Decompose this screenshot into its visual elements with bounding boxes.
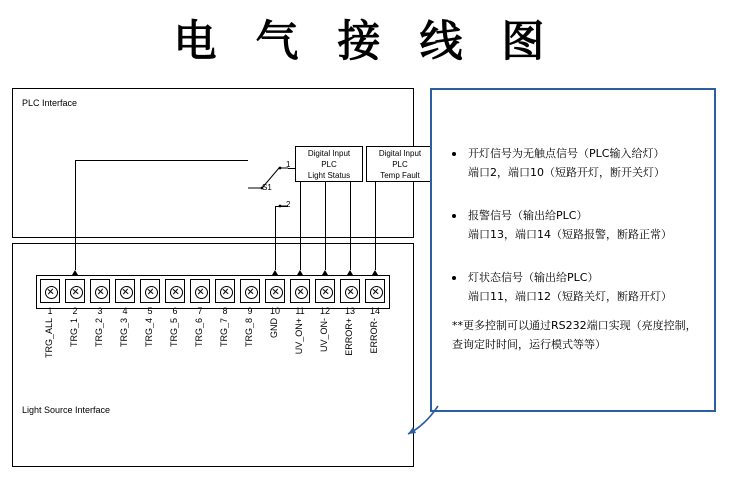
terminal-name-trg-4: TRG_4 bbox=[144, 318, 154, 348]
terminal-14 bbox=[365, 279, 385, 303]
terminal-6 bbox=[165, 279, 185, 303]
terminal-name-error-: ERROR- bbox=[369, 318, 379, 354]
digital-input-temp-fault-line1: Digital Input bbox=[378, 149, 422, 158]
wire-terminal-11-vertical bbox=[300, 182, 301, 270]
terminal-number-3: 3 bbox=[97, 306, 103, 316]
terminal-number-4: 4 bbox=[122, 306, 128, 316]
terminal-name-error-: ERROR+ bbox=[344, 318, 354, 356]
terminal-screw-icon bbox=[45, 286, 58, 299]
switch-pin-top-label: 1 bbox=[286, 160, 291, 169]
terminal-7 bbox=[190, 279, 210, 303]
terminal-name-trg-2: TRG_2 bbox=[94, 318, 104, 348]
terminal-name-trg-5: TRG_5 bbox=[169, 318, 179, 348]
terminal-name-trg-6: TRG_6 bbox=[194, 318, 204, 348]
terminal-5 bbox=[140, 279, 160, 303]
digital-input-light-status-line2: PLC bbox=[321, 160, 337, 169]
note-2-line1: 报警信号（输出给PLC） bbox=[468, 209, 588, 222]
digital-input-light-status-line1: Digital Input bbox=[307, 149, 351, 158]
footnote-line1: **更多控制可以通过RS232端口实现（亮度控制， bbox=[452, 319, 697, 332]
note-bullet-2 bbox=[452, 214, 456, 218]
terminal-name-trg-1: TRG_1 bbox=[69, 318, 79, 348]
terminal-name-trg-7: TRG_7 bbox=[219, 318, 229, 348]
terminal-screw-icon bbox=[145, 286, 158, 299]
wire-arrow-terminal-2 bbox=[72, 270, 78, 275]
terminal-8 bbox=[215, 279, 235, 303]
terminal-screw-icon bbox=[270, 286, 283, 299]
wire-terminal-13-arrow bbox=[347, 270, 353, 275]
digital-input-temp-fault-line2: PLC bbox=[392, 160, 408, 169]
terminal-2 bbox=[65, 279, 85, 303]
terminal-13 bbox=[340, 279, 360, 303]
note-1 bbox=[468, 144, 706, 182]
wire-terminal-12-vertical bbox=[325, 182, 326, 270]
wire-terminal-12-arrow bbox=[322, 270, 328, 275]
terminal-name-uv-on-: UV_ON- bbox=[319, 318, 329, 353]
footnote-line2: 查询定时时间，运行模式等等） bbox=[452, 338, 606, 351]
terminal-name-gnd: GND bbox=[269, 318, 279, 338]
terminal-name-trg-3: TRG_3 bbox=[119, 318, 129, 348]
terminal-screw-icon bbox=[220, 286, 233, 299]
terminal-number-5: 5 bbox=[147, 306, 153, 316]
terminal-3 bbox=[90, 279, 110, 303]
page-title: 电 气 接 线 图 bbox=[173, 17, 557, 67]
terminal-screw-icon bbox=[345, 286, 358, 299]
terminal-screw-icon bbox=[195, 286, 208, 299]
callout-pointer-icon bbox=[404, 404, 444, 440]
terminal-11 bbox=[290, 279, 310, 303]
switch-pin-bottom-label: 2 bbox=[286, 200, 291, 209]
wire-terminal-14-vertical bbox=[375, 182, 376, 270]
terminal-screw-icon bbox=[245, 286, 258, 299]
terminal-1 bbox=[40, 279, 60, 303]
terminal-12 bbox=[315, 279, 335, 303]
light-source-interface-label: Light Source Interface bbox=[22, 405, 111, 415]
terminal-9 bbox=[240, 279, 260, 303]
terminal-screw-icon bbox=[120, 286, 133, 299]
terminal-number-6: 6 bbox=[172, 306, 178, 316]
digital-input-light-status-box bbox=[295, 146, 363, 182]
wire-terminal-2-vertical bbox=[75, 160, 76, 270]
terminal-name-trg-all: TRG_ALL bbox=[44, 318, 54, 359]
note-1-line1: 开灯信号为无触点信号（PLC输入给灯） bbox=[468, 147, 665, 160]
note-3 bbox=[468, 268, 706, 306]
wire-terminal-14-arrow bbox=[372, 270, 378, 275]
terminal-name-trg-8: TRG_8 bbox=[244, 318, 254, 348]
terminal-4 bbox=[115, 279, 135, 303]
note-2 bbox=[468, 206, 706, 244]
terminal-number-11: 11 bbox=[295, 306, 305, 316]
digital-input-temp-fault-line3: Temp Fault bbox=[380, 171, 420, 180]
terminal-screw-icon bbox=[70, 286, 83, 299]
terminal-screw-icon bbox=[370, 286, 383, 299]
terminal-number-12: 12 bbox=[319, 306, 330, 316]
terminal-number-1: 1 bbox=[47, 306, 53, 316]
note-3-line1: 灯状态信号（输出给PLC） bbox=[468, 271, 599, 284]
terminal-screw-icon bbox=[170, 286, 183, 299]
terminal-number-7: 7 bbox=[197, 306, 203, 316]
note-2-line2: 端口13，端口14（短路报警，断路正常） bbox=[468, 228, 672, 241]
terminal-number-10: 10 bbox=[269, 306, 280, 316]
wire-terminal-11-arrow bbox=[297, 270, 303, 275]
wire-terminal-13-vertical bbox=[350, 182, 351, 270]
wire-arrow-terminal-10 bbox=[272, 270, 278, 275]
terminal-number-9: 9 bbox=[247, 306, 253, 316]
footnote bbox=[452, 316, 704, 354]
terminal-screw-icon bbox=[95, 286, 108, 299]
digital-input-light-status-line3: Light Status bbox=[307, 171, 351, 180]
switch-label: S1 bbox=[262, 183, 272, 192]
wire-terminal-2-horizontal bbox=[75, 160, 248, 161]
switch-symbol bbox=[248, 160, 298, 216]
terminal-number-13: 13 bbox=[344, 306, 355, 316]
plc-interface-label: PLC Interface bbox=[22, 98, 78, 108]
terminal-screw-icon bbox=[295, 286, 308, 299]
terminal-number-8: 8 bbox=[222, 306, 228, 316]
note-bullet-1 bbox=[452, 152, 456, 156]
note-bullet-3 bbox=[452, 276, 456, 280]
note-1-line2: 端口2，端口10（短路开灯，断开关灯） bbox=[468, 166, 665, 179]
terminal-10 bbox=[265, 279, 285, 303]
note-3-line2: 端口11，端口12（短路关灯，断路开灯） bbox=[468, 290, 672, 303]
digital-input-temp-fault-box bbox=[366, 146, 434, 182]
terminal-screw-icon bbox=[320, 286, 333, 299]
terminal-number-2: 2 bbox=[72, 306, 78, 316]
terminal-number-14: 14 bbox=[369, 306, 380, 316]
terminal-name-uv-on-: UV_ON+ bbox=[294, 318, 304, 355]
notes-panel bbox=[430, 88, 716, 412]
